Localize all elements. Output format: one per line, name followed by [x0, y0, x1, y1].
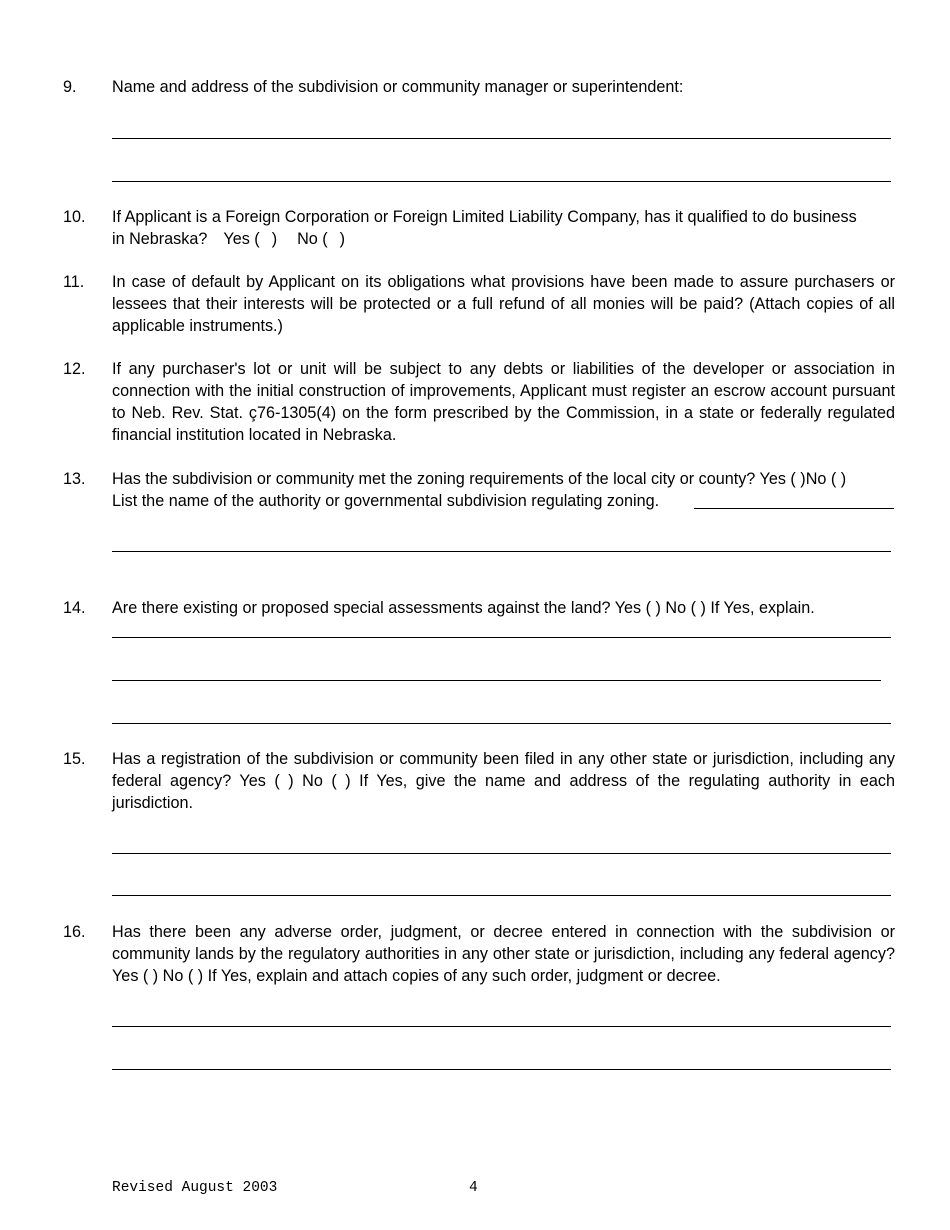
no-label: No ( — [297, 230, 328, 248]
answer-line-16-2[interactable] — [112, 1069, 891, 1070]
question-text-line2: in Nebraska? — [112, 230, 208, 248]
question-15 — [63, 748, 895, 814]
page-number: 4 — [469, 1180, 478, 1196]
answer-line-9-2[interactable] — [112, 181, 891, 182]
answer-line-13[interactable] — [112, 551, 891, 552]
revision-date: Revised August 2003 — [112, 1180, 278, 1196]
question-number: 13. — [63, 470, 86, 488]
question-number: 16. — [63, 923, 86, 941]
answer-line-14-3[interactable] — [112, 723, 891, 724]
question-13 — [63, 468, 895, 512]
question-11 — [63, 271, 895, 337]
question-14 — [63, 597, 895, 619]
question-number: 14. — [63, 599, 86, 617]
question-text: If any purchaser's lot or unit will be subject to any debts or liabilities of the developer or association in connection with the initial construction of improvements, Applicant must register an escrow account pursuant to Neb. Rev. Stat. ç76-1305(4) on the form prescribed by the Commission, in a state or federally regulated financial institution located in Nebraska. — [112, 360, 895, 444]
answer-line-14-2[interactable] — [112, 680, 881, 681]
answer-line-15-1[interactable] — [112, 853, 891, 854]
yes-label: Yes ( — [223, 230, 260, 248]
question-text-line1: If Applicant is a Foreign Corporation or Foreign Limited Liability Company, has it qualified to do business — [112, 208, 857, 226]
question-text-line2: List the name of the authority or governmental subdivision regulating zoning. — [112, 492, 660, 510]
question-number: 9. — [63, 78, 77, 96]
question-text: In case of default by Applicant on its obligations what provisions have been made to assure purchasers or lessees that their interests will be protected or a full refund of all monies will be paid? (Attach copies of all applicable instruments.) — [112, 273, 895, 335]
question-12 — [63, 358, 895, 446]
question-number: 10. — [63, 208, 86, 226]
answer-line-14-1[interactable] — [112, 637, 891, 638]
question-text: Name and address of the subdivision or community manager or superintendent: — [112, 78, 684, 96]
question-number: 15. — [63, 750, 86, 768]
zoning-authority-line[interactable] — [694, 508, 894, 509]
question-9 — [63, 76, 895, 98]
question-text: Has there been any adverse order, judgment, or decree entered in connection with the subdivision or community lands by the regulatory authorities in any other state or jurisdiction, including any federal agency? Yes ( ) No ( ) If Yes, explain and attach copies of any such order, judgment or decree. — [112, 923, 895, 985]
question-number: 11. — [63, 273, 85, 291]
answer-line-9-1[interactable] — [112, 138, 891, 139]
answer-line-16-1[interactable] — [112, 1026, 891, 1027]
question-text-line1: Has the subdivision or community met the zoning requirements of the local city or county? Yes ( )No ( ) — [112, 470, 847, 488]
answer-line-15-2[interactable] — [112, 895, 891, 896]
question-number: 12. — [63, 360, 86, 378]
question-10: 10. If Applicant is a Foreign Corporation or Foreign Limited Liability Company, has it qualified to do business in Nebraska? Yes ( ) No ( ) — [63, 206, 895, 250]
question-text: Has a registration of the subdivision or community been filed in any other state or jurisdiction, including any federal agency? Yes ( ) No ( ) If Yes, give the name and address of the regulating authority in each jurisdiction. — [112, 750, 895, 812]
question-text: Are there existing or proposed special assessments against the land? Yes ( ) No ( ) If Yes, explain. — [112, 599, 815, 617]
question-16 — [63, 921, 895, 987]
